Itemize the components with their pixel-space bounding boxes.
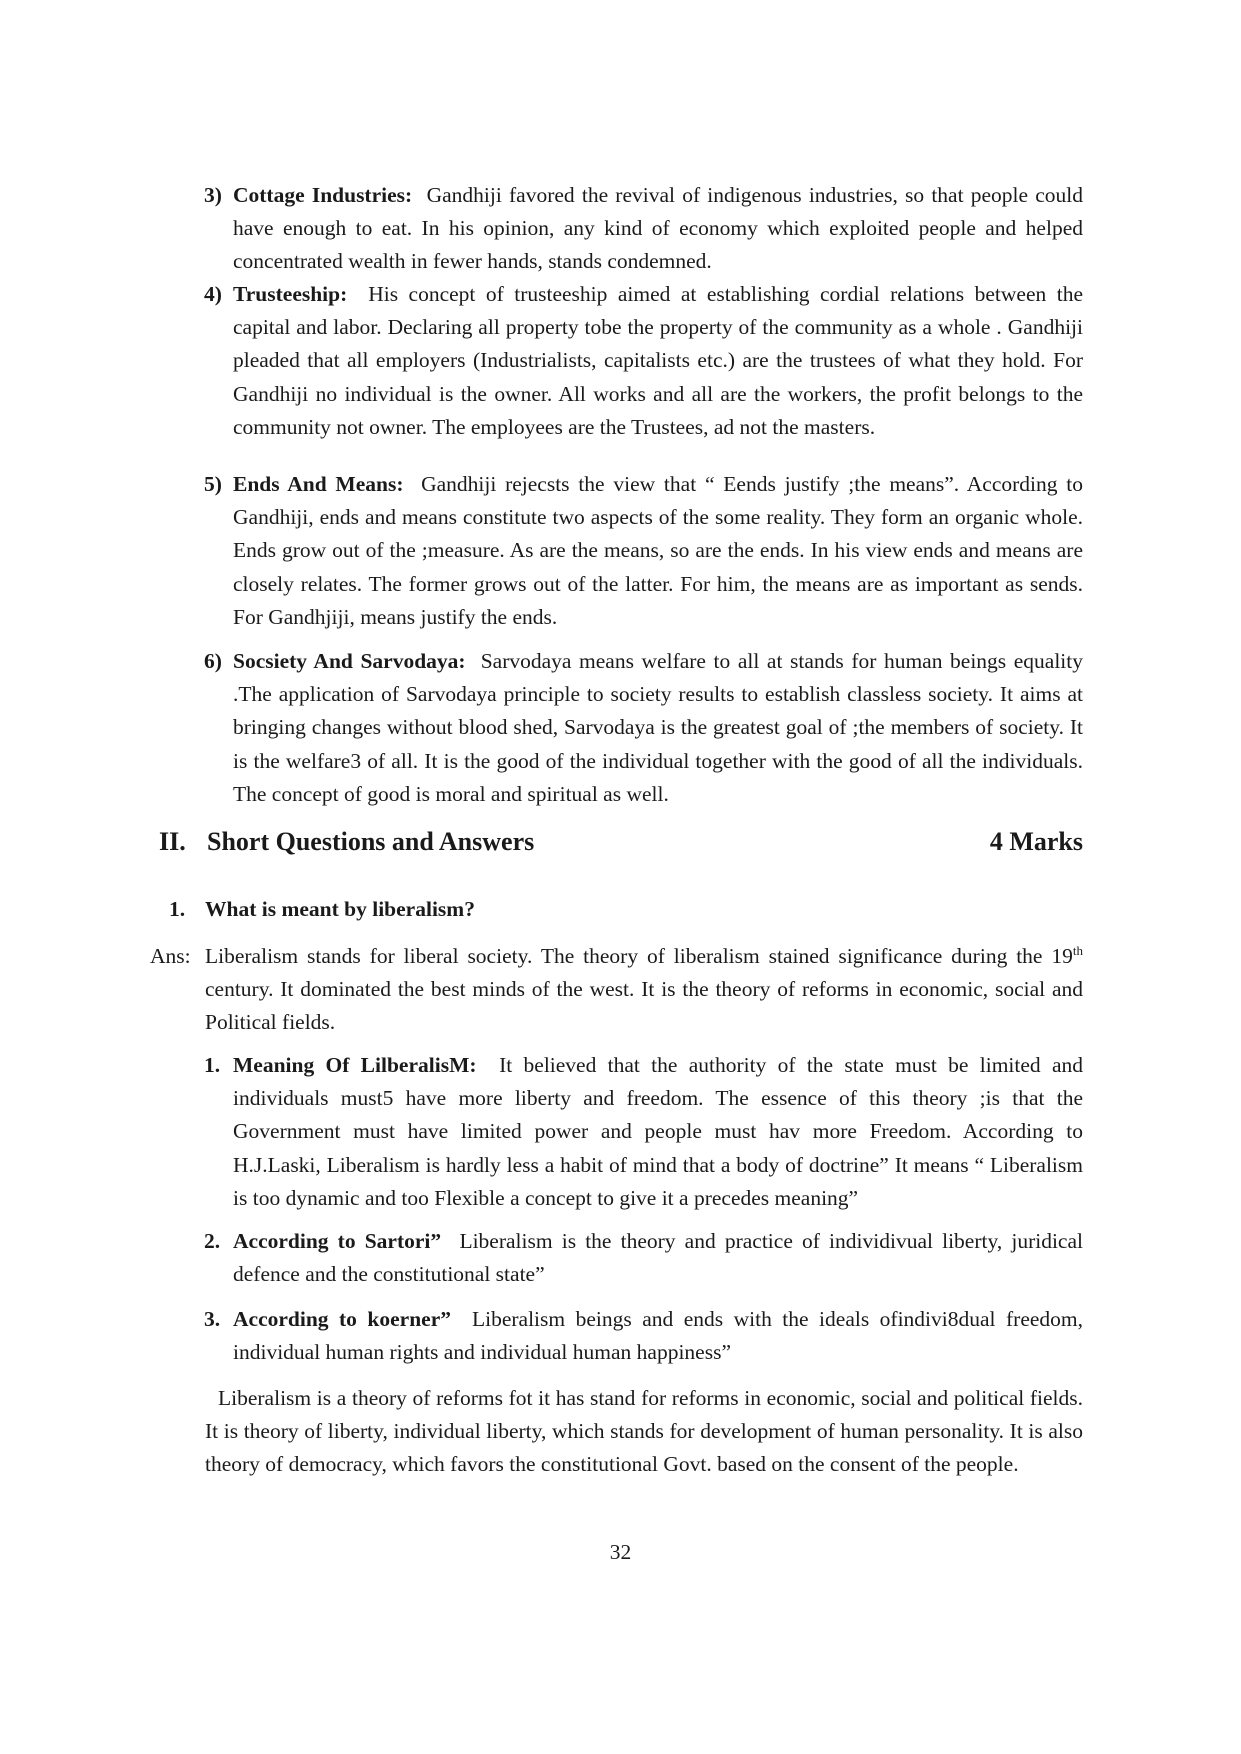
subpoint-title: According to koerner” (233, 1307, 451, 1331)
point-text: Gandhiji rejecsts the view that “ Eends justify ;the means”. According to Gandhiji, ends and means constitute two aspects of the some reality. They form an organic whole. Ends grow out of the ;measure. As are the means, so are the ends. In his view ends and means are closely relates. The former grows out of the latter. For him, the means are as important as sends. For Gandhjiji, means justify the ends. (233, 472, 1084, 629)
point-title: Cottage Industries: (233, 183, 413, 207)
subpoint-koerner (204, 1303, 1084, 1369)
subpoint-text: Liberalism is the theory and practice of individivual liberty, juridical defence and the constitutional state” (233, 1229, 1083, 1287)
point-trusteeship (204, 278, 1083, 444)
subpoint-number: 3. (204, 1307, 221, 1331)
subpoint-title: Meaning Of LilberalisM: (233, 1053, 477, 1077)
closing-paragraph: Liberalism is a theory of reforms fot it has stand for reforms in economic, social and political fields. It is theory of liberty, individual liberty, which stands for development of human personality. It is also theory of democracy, which favors the constitutional Govt. based on the consent of the people. (205, 1386, 1083, 1476)
answer-text-part2: century. It dominated the best minds of the west. It is the theory of reforms in economic, social and Political fields. (205, 977, 1083, 1034)
point-number: 4) (204, 282, 222, 306)
subpoint-title: According to Sartori” (233, 1229, 442, 1253)
point-number: 3) (204, 183, 222, 207)
question-text: What is meant by liberalism? (205, 897, 475, 921)
page-number: 32 (609, 1540, 632, 1564)
subpoint-sartori (204, 1225, 1083, 1291)
subpoint-number: 1. (204, 1053, 221, 1077)
point-title: Trusteeship: (233, 282, 348, 306)
answer-superscript: th (1072, 942, 1083, 958)
subpoint-number: 2. (204, 1229, 221, 1253)
question-number: 1. (169, 897, 186, 921)
question (169, 893, 1085, 925)
subpoint-text: It believed that the authority of the state must be limited and individuals must5 have more liberty and freedom. The essence of this theory ;is that the Government must have limited power and people must hav more Freedom. According to H.J.Laski, Liberalism is hardly less a habit of mind that a body of doctrine” It means “ Liberalism is too dynamic and too Flexible a concept to give it a precedes meaning” (233, 1053, 1083, 1210)
subpoint-text: Liberalism beings and ends with the ideals ofindivi8dual freedom, individual human rights and individual human happiness” (233, 1307, 1084, 1365)
point-title: Socsiety And Sarvodaya: (233, 649, 466, 673)
answer-text-part1: Liberalism stands for liberal society. The theory of liberalism stained significance during the 19 (205, 944, 1073, 968)
answer-paragraph (150, 940, 1083, 1039)
subpoint-meaning-of-liberalism (204, 1049, 1083, 1215)
section-marks: 4 Marks (989, 827, 1083, 856)
section-number: II. (159, 827, 186, 856)
point-title: Ends And Means: (233, 472, 404, 496)
answer-label: Ans: (150, 944, 191, 968)
point-text: His concept of trusteeship aimed at establishing cordial relations between the capital and labor. Declaring all property tobe the property of the community as a whole . Gandhiji pleaded that all employers (Industrialists, capitalists etc.) are the trustees of what they hold. For Gandhiji no individual is the owner. All works and all are the workers, the profit belongs to the community not owner. The employees are the Trustees, ad not the masters. (233, 282, 1083, 439)
point-ends-and-means (204, 468, 1084, 634)
point-text: Gandhiji favored the revival of indigenous industries, so that people could have enough to eat. In his opinion, any kind of economy which exploited people and helped concentrated wealth in fewer hands, stands condemned. (233, 183, 1084, 274)
point-text: Sarvodaya means welfare to all at stands for human beings equality .The application of Sarvodaya principle to society results to establish classless society. It aims at bringing changes without blood shed, Sarvodaya is the greatest goal of ;the members of society. It is the welfare3 of all. It is the good of the individual together with the good of all the individuals. The concept of good is moral and spiritual as well. (233, 649, 1084, 806)
point-number: 6) (204, 649, 222, 673)
point-number: 5) (204, 472, 222, 496)
section-title: Short Questions and Answers (207, 827, 535, 856)
point-society-and-sarvodaya (204, 645, 1084, 811)
point-cottage-industries (204, 179, 1084, 279)
